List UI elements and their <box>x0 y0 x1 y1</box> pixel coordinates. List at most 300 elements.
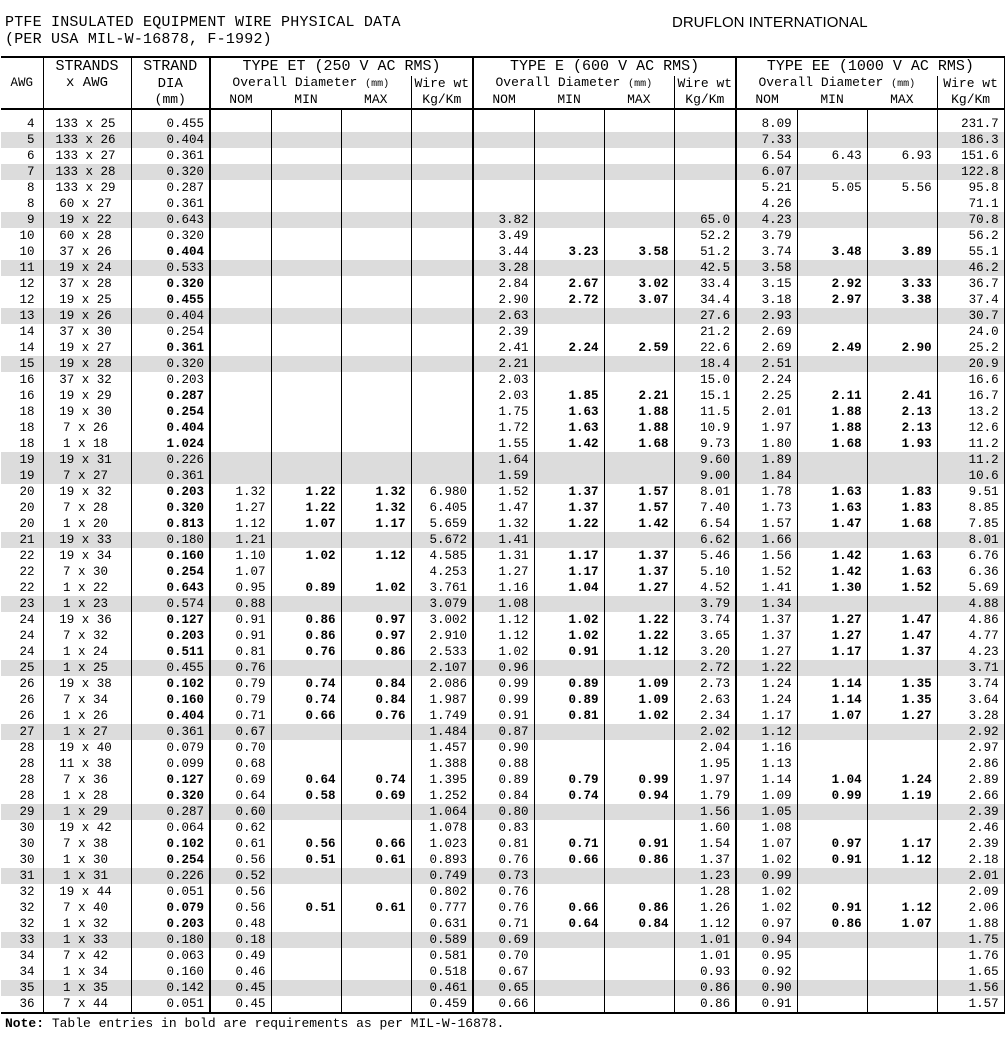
table-cell: 1 x 24 <box>43 644 131 660</box>
table-cell: 1.28 <box>674 884 736 900</box>
table-cell: 1 x 26 <box>43 708 131 724</box>
table-cell: 133 x 28 <box>43 164 131 180</box>
table-row <box>1 820 1004 836</box>
header-strand-sub: DIA <box>131 76 210 92</box>
table-cell: 28 <box>19 757 35 771</box>
table-cell: 0.91 <box>604 836 674 852</box>
table-cell <box>674 196 736 212</box>
table-cell: 2.03 <box>473 372 534 388</box>
header-et-max: MAX <box>341 92 411 109</box>
table-cell: 1.35 <box>867 692 937 708</box>
table-cell: 27 <box>1 724 43 740</box>
table-cell <box>271 564 341 580</box>
table-cell <box>411 276 473 292</box>
table-cell: 0.74 <box>271 676 341 692</box>
table-row <box>1 772 1004 788</box>
table-cell: 1.12 <box>473 612 534 628</box>
table-cell <box>797 820 867 836</box>
table-cell: 4.585 <box>411 548 473 564</box>
table-cell: 0.71 <box>473 916 534 932</box>
table-cell <box>867 196 937 212</box>
table-cell: 7 x 30 <box>43 564 131 580</box>
table-cell <box>867 996 937 1013</box>
table-cell: 0.48 <box>210 916 271 932</box>
table-cell: 0.361 <box>131 196 210 212</box>
table-cell <box>411 356 473 372</box>
e-od-unit: (mm) <box>628 79 653 90</box>
table-cell: 0.581 <box>411 948 473 964</box>
table-cell: 0.533 <box>131 260 210 276</box>
table-cell <box>411 340 473 356</box>
table-cell: 14 <box>19 325 35 339</box>
table-cell <box>271 532 341 548</box>
table-cell: 24.0 <box>937 324 1004 340</box>
table-cell <box>411 212 473 228</box>
table-cell: 0.52 <box>210 868 271 884</box>
spacer-cell <box>43 109 131 116</box>
table-cell <box>210 468 271 484</box>
table-row <box>1 548 1004 564</box>
table-row <box>1 916 1004 932</box>
table-cell: 5.46 <box>674 548 736 564</box>
table-cell <box>341 404 411 420</box>
table-cell: 2.13 <box>867 420 937 436</box>
table-cell <box>604 212 674 228</box>
table-cell: 3.15 <box>736 276 797 292</box>
table-cell: 7 x 40 <box>43 900 131 916</box>
table-cell: 1.47 <box>473 500 534 516</box>
table-cell: 2.21 <box>473 356 534 372</box>
table-row <box>1 468 1004 484</box>
table-row <box>1 884 1004 900</box>
table-cell: 0.69 <box>341 788 411 804</box>
table-cell: 0.160 <box>131 692 210 708</box>
table-cell: 7.40 <box>674 500 736 516</box>
table-cell <box>341 740 411 756</box>
table-cell: 3.20 <box>674 644 736 660</box>
table-cell <box>534 820 604 836</box>
table-cell <box>534 116 604 132</box>
table-cell: 0.51 <box>271 852 341 868</box>
table-cell: 3.64 <box>937 692 1004 708</box>
table-cell: 0.203 <box>131 372 210 388</box>
table-cell: 0.76 <box>473 884 534 900</box>
header-type-e: TYPE E (600 V AC RMS) <box>473 57 736 76</box>
table-cell: 51.2 <box>674 244 736 260</box>
table-cell <box>411 260 473 276</box>
table-cell <box>867 308 937 324</box>
table-cell: 0.69 <box>210 772 271 788</box>
table-cell <box>271 340 341 356</box>
table-cell: 3.49 <box>473 228 534 244</box>
table-cell <box>271 884 341 900</box>
table-cell <box>867 868 937 884</box>
table-cell: 1 x 31 <box>43 868 131 884</box>
table-cell <box>604 308 674 324</box>
table-cell: 27.6 <box>674 308 736 324</box>
table-cell: 3.18 <box>736 292 797 308</box>
table-cell: 0.99 <box>736 868 797 884</box>
table-cell: 0.86 <box>271 612 341 628</box>
table-row <box>1 228 1004 244</box>
table-cell: 3.28 <box>937 708 1004 724</box>
table-cell <box>797 452 867 468</box>
table-cell <box>604 196 674 212</box>
table-cell: 1.95 <box>674 756 736 772</box>
table-cell: 55.1 <box>937 244 1004 260</box>
table-cell <box>271 244 341 260</box>
table-cell: 2.21 <box>604 388 674 404</box>
table-cell: 0.96 <box>473 660 534 676</box>
table-cell: 24 <box>19 613 35 627</box>
table-cell: 1.17 <box>867 836 937 852</box>
table-cell: 2.39 <box>937 804 1004 820</box>
table-cell: 3.71 <box>937 660 1004 676</box>
table-cell <box>210 228 271 244</box>
table-cell: 1.42 <box>797 548 867 564</box>
table-cell: 1.22 <box>736 660 797 676</box>
table-cell: 1.83 <box>867 500 937 516</box>
table-cell: 1.88 <box>937 916 1004 932</box>
table-row <box>1 564 1004 580</box>
table-cell <box>797 132 867 148</box>
table-cell: 1.42 <box>534 436 604 452</box>
table-cell <box>271 356 341 372</box>
table-cell <box>797 724 867 740</box>
table-cell: 133 x 26 <box>43 132 131 148</box>
table-cell: 1.16 <box>473 580 534 596</box>
table-cell <box>604 452 674 468</box>
table-cell: 1.19 <box>867 788 937 804</box>
title-line-1: PTFE INSULATED EQUIPMENT WIRE PHYSICAL DATA <box>5 14 401 31</box>
table-cell <box>674 164 736 180</box>
table-cell: 3.89 <box>867 244 937 260</box>
table-cell: 0.74 <box>271 692 341 708</box>
header-et-wt: Wire wt <box>411 76 473 92</box>
table-cell: 1.09 <box>604 676 674 692</box>
table-cell: 0.66 <box>534 852 604 868</box>
table-cell <box>473 148 534 164</box>
table-cell: 0.511 <box>131 644 210 660</box>
table-cell: 0.455 <box>131 660 210 676</box>
table-cell: 24 <box>19 645 35 659</box>
table-cell: 0.89 <box>473 772 534 788</box>
table-cell: 1.07 <box>271 516 341 532</box>
table-cell: 2.72 <box>674 660 736 676</box>
table-cell: 0.643 <box>131 580 210 596</box>
table-cell: 12 <box>19 277 35 291</box>
table-cell: 0.81 <box>210 644 271 660</box>
table-cell: 1 x 29 <box>43 804 131 820</box>
table-cell: 18 <box>19 437 35 451</box>
table-cell: 0.76 <box>473 900 534 916</box>
table-cell: 0.60 <box>210 804 271 820</box>
title-line-2: (PER USA MIL-W-16878, F-1992) <box>5 31 272 48</box>
table-cell: 0.064 <box>131 820 210 836</box>
table-cell <box>797 324 867 340</box>
table-cell: 0.254 <box>131 324 210 340</box>
table-cell: 0.404 <box>131 308 210 324</box>
table-cell: 1.02 <box>604 708 674 724</box>
table-cell: 1.97 <box>736 420 797 436</box>
table-cell <box>271 596 341 612</box>
table-cell <box>797 196 867 212</box>
table-cell: 1.12 <box>867 900 937 916</box>
table-cell <box>797 996 867 1013</box>
table-cell: 0.91 <box>210 628 271 644</box>
table-cell: 1.88 <box>604 404 674 420</box>
table-row <box>1 180 1004 196</box>
table-cell: 1.68 <box>797 436 867 452</box>
table-cell <box>473 196 534 212</box>
table-cell: 0.70 <box>210 740 271 756</box>
table-cell <box>674 148 736 164</box>
table-cell <box>411 116 473 132</box>
table-cell <box>210 324 271 340</box>
table-cell: 1.17 <box>534 548 604 564</box>
table-cell <box>867 964 937 980</box>
table-cell: 2.41 <box>473 340 534 356</box>
note-label: Note: <box>5 1016 45 1031</box>
table-cell <box>210 148 271 164</box>
table-cell <box>534 980 604 996</box>
table-cell: 0.051 <box>131 996 210 1013</box>
header-strand-dia: STRAND <box>131 57 210 76</box>
table-cell: 1.02 <box>534 612 604 628</box>
table-cell: 19 x 42 <box>43 820 131 836</box>
table-cell: 1.14 <box>797 676 867 692</box>
table-cell: 0.254 <box>131 564 210 580</box>
table-cell: 0.320 <box>131 276 210 292</box>
table-cell: 0.404 <box>131 132 210 148</box>
table-cell: 7 x 28 <box>43 500 131 516</box>
table-cell: 0.86 <box>604 900 674 916</box>
table-cell <box>411 468 473 484</box>
table-cell: 1.22 <box>534 516 604 532</box>
table-cell: 1.23 <box>674 868 736 884</box>
table-cell <box>604 884 674 900</box>
table-row <box>1 196 1004 212</box>
table-cell <box>534 596 604 612</box>
table-cell: 1.12 <box>473 628 534 644</box>
table-cell: 9 <box>1 212 43 228</box>
table-cell: 5.69 <box>937 580 1004 596</box>
table-cell: 9.00 <box>674 468 736 484</box>
table-cell <box>271 740 341 756</box>
table-cell: 2.66 <box>937 788 1004 804</box>
table-cell <box>604 980 674 996</box>
table-cell <box>271 660 341 676</box>
table-cell: 1.55 <box>473 436 534 452</box>
table-cell: 122.8 <box>937 164 1004 180</box>
table-cell: 2.24 <box>736 372 797 388</box>
table-cell <box>411 244 473 260</box>
table-cell: 3.02 <box>604 276 674 292</box>
table-cell <box>604 260 674 276</box>
table-cell: 22 <box>19 581 35 595</box>
table-cell <box>341 116 411 132</box>
table-cell: 36 <box>1 996 43 1013</box>
table-cell <box>411 196 473 212</box>
table-cell: 19 x 32 <box>43 484 131 500</box>
table-cell <box>534 212 604 228</box>
table-cell <box>604 660 674 676</box>
table-cell: 10.6 <box>937 468 1004 484</box>
table-body <box>1 109 1004 1013</box>
table-cell <box>210 116 271 132</box>
table-cell <box>341 868 411 884</box>
table-cell: 1.79 <box>674 788 736 804</box>
table-cell: 2.97 <box>797 292 867 308</box>
table-cell <box>271 980 341 996</box>
table-cell <box>473 132 534 148</box>
table-cell <box>341 916 411 932</box>
table-cell: 0.518 <box>411 964 473 980</box>
table-cell: 1.27 <box>867 708 937 724</box>
table-cell <box>797 468 867 484</box>
table-cell <box>867 804 937 820</box>
table-cell: 19 x 25 <box>43 292 131 308</box>
table-cell: 7 <box>1 164 43 180</box>
table-cell <box>210 356 271 372</box>
table-cell <box>341 948 411 964</box>
header-strands: STRANDS <box>43 57 131 76</box>
table-cell: 0.180 <box>131 532 210 548</box>
header-ee-min: MIN <box>797 92 867 109</box>
table-row <box>1 340 1004 356</box>
table-cell <box>867 532 937 548</box>
table-cell: 1.12 <box>736 724 797 740</box>
table-cell: 18.4 <box>674 356 736 372</box>
table-cell <box>341 388 411 404</box>
table-cell: 0.97 <box>736 916 797 932</box>
table-cell: 26 <box>19 709 35 723</box>
table-cell <box>271 420 341 436</box>
table-cell: 5.10 <box>674 564 736 580</box>
table-cell: 1.32 <box>341 484 411 500</box>
table-cell: 1.02 <box>736 852 797 868</box>
table-cell: 1.57 <box>937 996 1004 1013</box>
table-cell: 1.41 <box>736 580 797 596</box>
table-cell: 0.84 <box>473 788 534 804</box>
table-cell <box>341 996 411 1013</box>
table-cell <box>797 372 867 388</box>
table-row <box>1 724 1004 740</box>
table-cell: 1.024 <box>131 436 210 452</box>
table-cell <box>341 132 411 148</box>
table-cell <box>867 356 937 372</box>
table-cell: 1.01 <box>674 932 736 948</box>
table-cell: 0.142 <box>131 980 210 996</box>
table-cell: 0.893 <box>411 852 473 868</box>
table-cell: 1.08 <box>473 596 534 612</box>
table-cell: 25 <box>1 660 43 676</box>
table-cell: 2.67 <box>534 276 604 292</box>
table-cell: 5.56 <box>867 180 937 196</box>
spacer-cell <box>937 109 1004 116</box>
table-cell: 1.32 <box>473 516 534 532</box>
table-row <box>1 212 1004 228</box>
table-cell <box>674 116 736 132</box>
table-cell: 0.91 <box>797 900 867 916</box>
table-cell: 1.07 <box>736 836 797 852</box>
table-cell: 1.17 <box>534 564 604 580</box>
table-cell: 19 x 31 <box>43 452 131 468</box>
table-cell: 1.07 <box>867 916 937 932</box>
table-cell: 0.71 <box>534 836 604 852</box>
table-cell: 0.76 <box>271 644 341 660</box>
table-cell: 1.37 <box>674 852 736 868</box>
table-cell <box>271 964 341 980</box>
table-cell: 1.09 <box>736 788 797 804</box>
table-cell: 1.41 <box>473 532 534 548</box>
table-cell: 0.74 <box>341 772 411 788</box>
table-cell: 1.02 <box>473 644 534 660</box>
table-cell: 0.66 <box>341 836 411 852</box>
table-cell <box>271 212 341 228</box>
table-cell: 1.88 <box>604 420 674 436</box>
table-cell: 7.85 <box>937 516 1004 532</box>
table-cell <box>411 132 473 148</box>
table-cell: 0.97 <box>341 628 411 644</box>
table-cell: 13 <box>1 308 43 324</box>
table-row <box>1 740 1004 756</box>
table-cell: 3.44 <box>473 244 534 260</box>
table-cell: 1.52 <box>867 580 937 596</box>
table-cell: 2.92 <box>797 276 867 292</box>
table-cell: 1.27 <box>736 644 797 660</box>
table-cell: 0.74 <box>534 788 604 804</box>
table-cell <box>341 308 411 324</box>
table-row <box>1 900 1004 916</box>
table-cell: 6.43 <box>797 148 867 164</box>
table-cell: 19 x 24 <box>43 260 131 276</box>
table-cell: 1.27 <box>797 612 867 628</box>
table-cell: 0.99 <box>797 788 867 804</box>
table-cell: 21.2 <box>674 324 736 340</box>
table-cell: 1.47 <box>867 628 937 644</box>
table-cell <box>534 324 604 340</box>
table-cell: 151.6 <box>937 148 1004 164</box>
table-cell: 46.2 <box>937 260 1004 276</box>
table-cell <box>797 660 867 676</box>
table-cell <box>271 260 341 276</box>
table-cell: 1.457 <box>411 740 473 756</box>
header-et-od <box>210 76 411 92</box>
table-cell: 1.22 <box>604 612 674 628</box>
table-cell: 30 <box>19 837 35 851</box>
table-cell <box>271 196 341 212</box>
header-et-nom: NOM <box>210 92 271 109</box>
table-cell <box>271 436 341 452</box>
table-cell <box>411 148 473 164</box>
table-cell <box>271 116 341 132</box>
table-cell: 16.7 <box>937 388 1004 404</box>
table-cell <box>271 276 341 292</box>
table-cell: 0.89 <box>271 580 341 596</box>
table-cell: 1.12 <box>674 916 736 932</box>
table-cell: 12.6 <box>937 420 1004 436</box>
table-cell: 0.51 <box>271 900 341 916</box>
table-cell: 1.76 <box>937 948 1004 964</box>
table-cell <box>534 308 604 324</box>
table-cell: 1.16 <box>736 740 797 756</box>
table-cell <box>604 132 674 148</box>
table-cell: 2.59 <box>604 340 674 356</box>
table-cell: 1.42 <box>604 516 674 532</box>
table-cell <box>271 324 341 340</box>
table-cell: 2.69 <box>736 324 797 340</box>
